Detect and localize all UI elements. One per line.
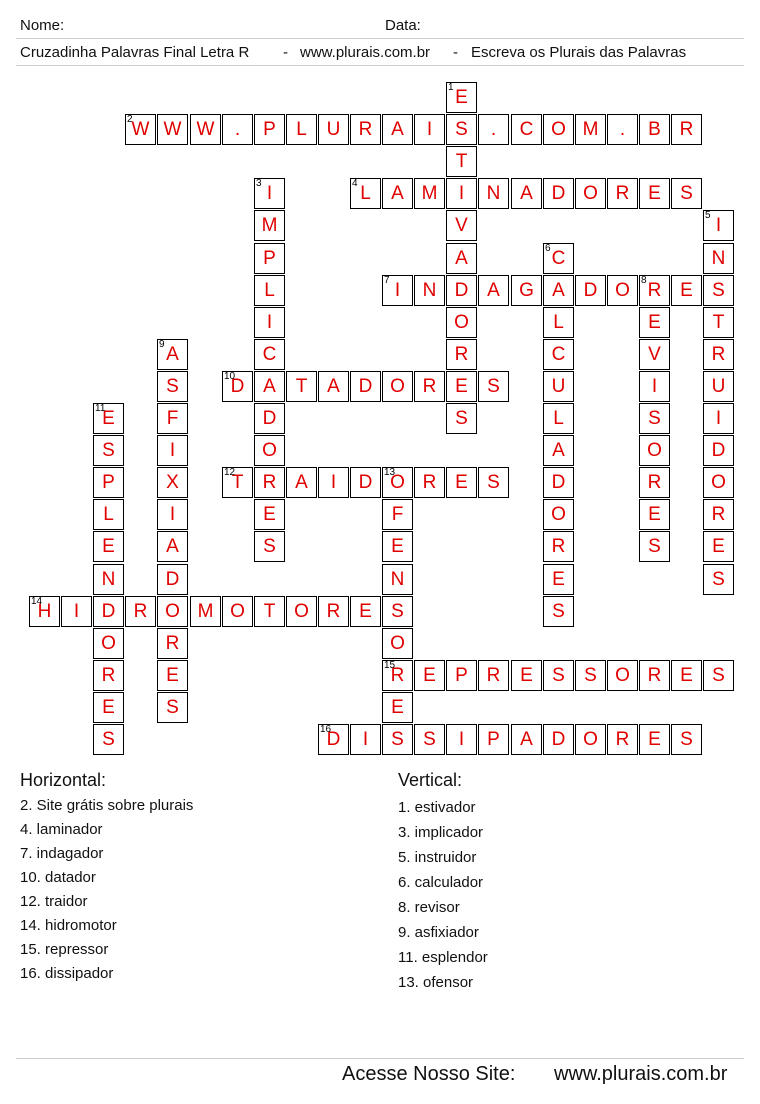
cell-letter: P: [455, 665, 468, 686]
cell-letter: E: [423, 665, 436, 686]
cell-letter: P: [487, 729, 500, 750]
cell-letter: N: [101, 569, 116, 590]
cell-letter: O: [390, 376, 405, 397]
cell-letter: A: [166, 536, 179, 557]
clue-number: 3: [256, 178, 262, 189]
cell-letter: O: [294, 601, 309, 622]
cell-letter: S: [648, 408, 661, 429]
cell-letter: S: [263, 536, 276, 557]
cell-letter: R: [551, 536, 566, 557]
clue-number: 16: [320, 724, 332, 735]
cell-letter: A: [520, 183, 533, 204]
cell-letter: I: [394, 280, 401, 301]
cell-letter: N: [422, 280, 437, 301]
cell-letter: O: [454, 312, 469, 333]
cell-letter: P: [263, 248, 276, 269]
cell-letter: A: [455, 248, 468, 269]
cell-letter: R: [647, 280, 662, 301]
cell-letter: M: [261, 215, 278, 236]
footer-label: Acesse Nosso Site:: [342, 1063, 516, 1085]
cell-letter: R: [101, 665, 116, 686]
down-clues-list: [398, 795, 488, 995]
cell-letter: D: [262, 408, 277, 429]
cell-letter: I: [266, 312, 273, 333]
cell-letter: O: [101, 633, 116, 654]
cell-letter: S: [712, 569, 725, 590]
cell-letter: O: [165, 601, 180, 622]
cell-letter: O: [583, 183, 598, 204]
clue-number: 15: [384, 660, 396, 671]
cell-letter: A: [552, 280, 565, 301]
clue-down: 13. ofensor: [398, 974, 474, 991]
cell-letter: .: [234, 119, 241, 140]
cell-letter: L: [360, 183, 371, 204]
cell-letter: C: [262, 344, 277, 365]
cell-letter: R: [422, 376, 437, 397]
cell-letter: A: [391, 183, 404, 204]
cell-letter: S: [680, 729, 693, 750]
cell-letter: P: [263, 119, 276, 140]
cell-letter: D: [230, 376, 245, 397]
cell-letter: D: [551, 472, 566, 493]
clue-number: 13: [384, 467, 396, 478]
clue-number: 10: [224, 371, 236, 382]
cell-letter: W: [163, 119, 182, 140]
cell-letter: W: [196, 119, 215, 140]
cell-letter: O: [647, 440, 662, 461]
date-label: Data:: [385, 17, 421, 34]
cell-letter: C: [519, 119, 534, 140]
cell-letter: S: [102, 440, 115, 461]
cell-letter: R: [615, 729, 630, 750]
clue-across: 2. Site grátis sobre plurais: [20, 797, 194, 814]
cell-letter: A: [552, 440, 565, 461]
across-clues-list: [20, 794, 193, 986]
clue-number: 2: [127, 114, 133, 125]
cell-letter: D: [551, 729, 566, 750]
cell-letter: R: [326, 601, 341, 622]
clue-number: 1: [448, 82, 454, 93]
cell-letter: I: [330, 472, 337, 493]
subtitle-separator: -: [453, 44, 458, 61]
cell-letter: D: [101, 601, 116, 622]
cell-letter: .: [619, 119, 626, 140]
cell-letter: E: [166, 665, 179, 686]
cell-letter: E: [455, 472, 468, 493]
cell-letter: T: [263, 601, 276, 622]
cell-letter: V: [648, 344, 661, 365]
cell-letter: E: [648, 183, 661, 204]
cell-letter: E: [712, 536, 725, 557]
subtitle-left: Cruzadinha Palavras Final Letra R: [20, 44, 250, 61]
cell-letter: O: [551, 504, 566, 525]
cell-letter: I: [362, 729, 369, 750]
cell-letter: E: [552, 569, 565, 590]
cell-letter: F: [166, 408, 179, 429]
clue-number: 12: [224, 467, 236, 478]
cell-letter: I: [715, 215, 722, 236]
cell-letter: S: [455, 408, 468, 429]
cell-letter: S: [712, 280, 725, 301]
cell-letter: D: [358, 472, 373, 493]
clue-across: 12. traidor: [20, 893, 88, 910]
clue-across: 16. dissipador: [20, 965, 114, 982]
cell-letter: L: [553, 312, 564, 333]
cell-letter: I: [715, 408, 722, 429]
cell-letter: S: [552, 601, 565, 622]
cell-letter: P: [102, 472, 115, 493]
cell-letter: A: [295, 472, 308, 493]
cell-letter: R: [454, 344, 469, 365]
subtitle-separator: -: [283, 44, 288, 61]
cell-letter: A: [520, 729, 533, 750]
cell-letter: R: [262, 472, 277, 493]
cell-letter: E: [520, 665, 533, 686]
clue-number: 7: [384, 275, 390, 286]
cell-letter: U: [326, 119, 341, 140]
cell-letter: R: [165, 633, 180, 654]
cell-letter: E: [359, 601, 372, 622]
cell-letter: R: [358, 119, 373, 140]
cell-letter: M: [197, 601, 214, 622]
clue-number: 14: [31, 596, 43, 607]
cell-letter: I: [266, 183, 273, 204]
cell-letter: R: [711, 344, 726, 365]
cell-letter: O: [615, 280, 630, 301]
cell-letter: F: [391, 504, 404, 525]
cell-letter: G: [519, 280, 534, 301]
clue-across: 14. hidromotor: [20, 917, 117, 934]
cell-letter: S: [487, 376, 500, 397]
cell-letter: O: [390, 633, 405, 654]
cell-letter: D: [326, 729, 341, 750]
cell-letter: S: [584, 665, 597, 686]
cell-letter: I: [73, 601, 80, 622]
cell-letter: E: [648, 504, 661, 525]
cell-letter: R: [390, 665, 405, 686]
cell-letter: I: [458, 729, 465, 750]
clue-across: 15. repressor: [20, 941, 109, 958]
cell-letter: O: [262, 440, 277, 461]
cell-letter: O: [711, 472, 726, 493]
cell-letter: O: [583, 729, 598, 750]
cell-letter: S: [648, 536, 661, 557]
cell-letter: E: [648, 729, 661, 750]
cell-letter: E: [455, 376, 468, 397]
cell-letter: T: [231, 472, 244, 493]
cell-letter: T: [712, 312, 725, 333]
clue-number: 11: [95, 403, 106, 414]
cell-letter: L: [103, 504, 114, 525]
cell-letter: S: [423, 729, 436, 750]
cell-letter: I: [426, 119, 433, 140]
cell-letter: .: [490, 119, 497, 140]
cell-letter: S: [455, 119, 468, 140]
cell-letter: O: [615, 665, 630, 686]
cell-letter: A: [166, 344, 179, 365]
cell-letter: I: [169, 440, 176, 461]
clue-across: 10. datador: [20, 869, 96, 886]
cell-letter: E: [680, 665, 693, 686]
cell-letter: L: [264, 280, 275, 301]
cell-letter: N: [390, 569, 405, 590]
cell-letter: N: [711, 248, 726, 269]
clue-number: 6: [545, 243, 551, 254]
clue-down: 1. estivador: [398, 799, 476, 816]
cell-letter: E: [263, 504, 276, 525]
cell-letter: E: [391, 697, 404, 718]
cell-letter: R: [615, 183, 630, 204]
clue-down: 5. instruidor: [398, 849, 477, 866]
clue-down: 6. calculador: [398, 874, 484, 891]
cell-letter: S: [391, 729, 404, 750]
cell-letter: A: [327, 376, 340, 397]
cell-letter: I: [458, 183, 465, 204]
cell-letter: V: [455, 215, 468, 236]
cell-letter: E: [391, 536, 404, 557]
cell-letter: D: [551, 183, 566, 204]
cell-letter: E: [680, 280, 693, 301]
cell-letter: E: [455, 87, 468, 108]
clue-number: 8: [641, 275, 647, 286]
across-clues-title: Horizontal:: [20, 770, 107, 790]
cell-letter: E: [102, 408, 115, 429]
clue-number: 5: [705, 210, 711, 221]
cell-letter: D: [165, 569, 180, 590]
cell-letter: S: [712, 665, 725, 686]
cell-letter: L: [296, 119, 307, 140]
cell-letter: C: [551, 344, 566, 365]
cell-letter: E: [648, 312, 661, 333]
cell-letter: R: [486, 665, 501, 686]
cell-letter: R: [647, 472, 662, 493]
footer-site-link[interactable]: www.plurais.com.br: [554, 1063, 728, 1085]
cell-letter: D: [454, 280, 469, 301]
cell-letter: C: [551, 248, 566, 269]
cell-letter: T: [455, 151, 468, 172]
down-clues-title: Vertical:: [398, 770, 463, 790]
cell-letter: S: [552, 665, 565, 686]
cell-letter: R: [422, 472, 437, 493]
cell-letter: A: [391, 119, 404, 140]
cell-letter: M: [421, 183, 438, 204]
clue-number: 9: [159, 339, 165, 350]
clue-down: 8. revisor: [398, 899, 460, 916]
cell-letter: S: [166, 697, 179, 718]
cell-letter: S: [166, 376, 179, 397]
cell-letter: A: [263, 376, 276, 397]
cell-letter: D: [583, 280, 598, 301]
clue-across: 4. laminador: [20, 821, 103, 838]
cell-letter: A: [487, 280, 500, 301]
clue-across: 7. indagador: [20, 845, 104, 862]
clue-down: 9. asfixiador: [398, 924, 479, 941]
cell-letter: D: [358, 376, 373, 397]
cell-letter: X: [166, 472, 179, 493]
cell-letter: T: [295, 376, 308, 397]
clue-down: 11. esplendor: [398, 949, 488, 966]
cell-letter: O: [390, 472, 405, 493]
cell-letter: E: [102, 697, 115, 718]
cell-letter: N: [486, 183, 501, 204]
cell-letter: O: [551, 119, 566, 140]
footer-rule: [16, 1058, 744, 1059]
cell-letter: D: [711, 440, 726, 461]
cell-letter: I: [169, 504, 176, 525]
cell-letter: S: [487, 472, 500, 493]
cell-letter: U: [711, 376, 726, 397]
cell-letter: R: [679, 119, 694, 140]
cell-letter: I: [651, 376, 658, 397]
clue-down: 3. implicador: [398, 824, 484, 841]
cell-letter: H: [37, 601, 52, 622]
cell-letter: U: [551, 376, 566, 397]
cell-letter: M: [582, 119, 599, 140]
cell-letter: R: [647, 665, 662, 686]
subtitle-right: Escreva os Plurais das Palavras: [471, 44, 687, 61]
cell-letter: S: [102, 729, 115, 750]
cell-letter: W: [131, 119, 150, 140]
cell-letter: R: [711, 504, 726, 525]
cell-letter: E: [102, 536, 115, 557]
cell-letter: S: [391, 601, 404, 622]
subtitle-site: www.plurais.com.br: [300, 44, 431, 61]
cell-letter: R: [133, 601, 148, 622]
cell-letter: S: [680, 183, 693, 204]
cell-letter: O: [230, 601, 245, 622]
name-label: Nome:: [20, 17, 65, 34]
clue-number: 4: [352, 178, 358, 189]
cell-letter: L: [553, 408, 564, 429]
cell-letter: B: [648, 119, 661, 140]
